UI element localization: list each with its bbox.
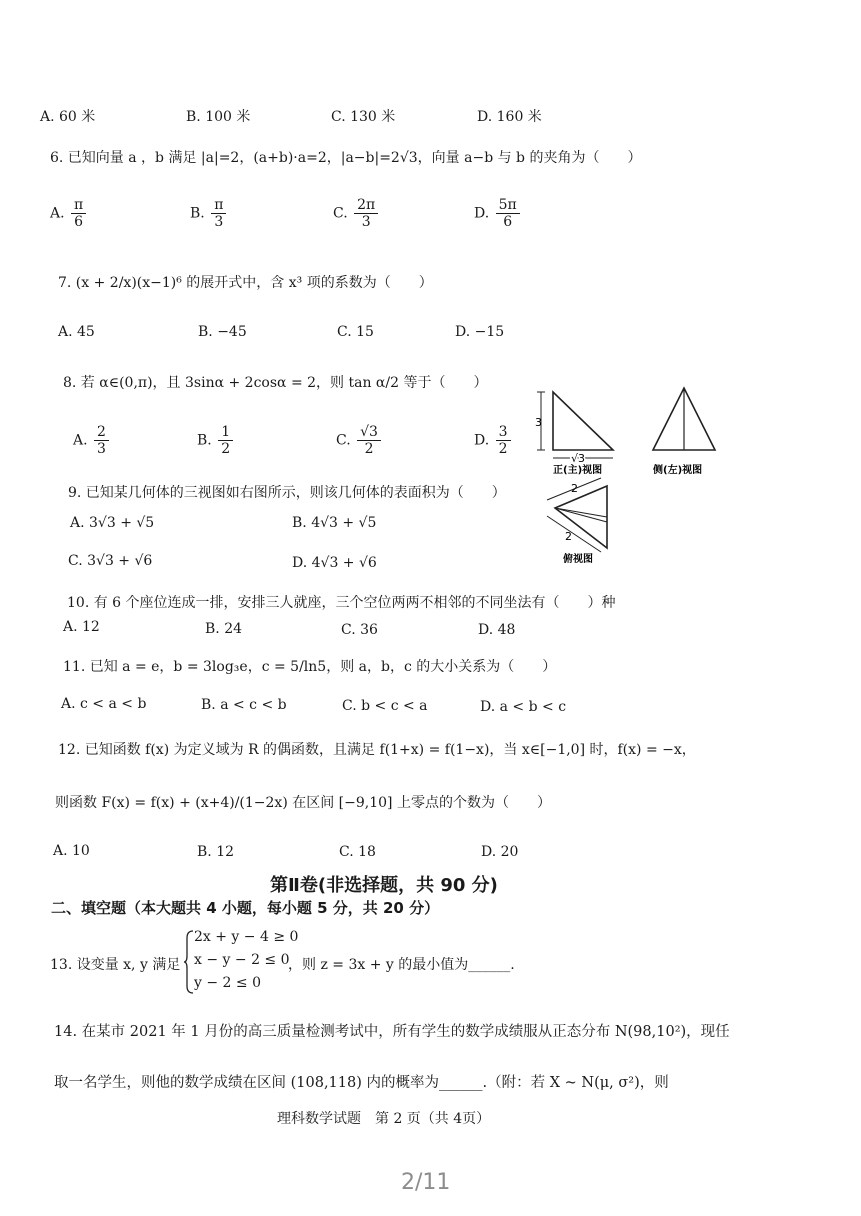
q11-option-d: D. a < b < c <box>480 699 567 715</box>
q10-option-c: C. 36 <box>341 622 378 638</box>
fraction <box>496 424 511 457</box>
option-letter: D. <box>474 205 490 222</box>
numerator: π <box>211 197 226 214</box>
q12-option-a: A. 10 <box>53 843 90 859</box>
dim-label-sqrt3: √3 <box>571 452 586 465</box>
numerator: π <box>71 197 86 214</box>
q7-option-c: C. 15 <box>337 324 374 340</box>
numerator: 3 <box>496 424 511 441</box>
top-view-dim-lower <box>547 516 601 552</box>
q6-option-c <box>333 197 380 230</box>
section2-title: 二、填空题（本大题共 4 小题，每小题 5 分，共 20 分） <box>51 899 440 917</box>
dim-label-2-upper: 2 <box>571 482 578 495</box>
option-letter: C. <box>336 432 351 449</box>
front-view-caption: 正(主)视图 <box>553 465 603 476</box>
q10-option-d: D. 48 <box>478 622 516 638</box>
q11-option-b: B. a < c < b <box>201 697 287 713</box>
q6-stem: 6. 已知向量 a ，b 满足 |a|=2，(a+b)·a=2，|a−b|=2√3，向量 a−b 与 b 的夹角为（ ） <box>50 150 642 166</box>
option-letter: C. <box>333 205 348 222</box>
fraction <box>94 424 109 457</box>
q10-option-a: A. 12 <box>63 619 100 635</box>
dim-label-3: 3 <box>535 416 542 429</box>
q11-option-a: A. c < a < b <box>61 696 147 712</box>
q9-option-b: B. 4√3 + √5 <box>292 515 377 531</box>
q10-option-b: B. 24 <box>205 621 243 637</box>
dim-label-2-lower: 2 <box>565 530 572 543</box>
q8-option-c <box>336 424 383 457</box>
option-letter: B. <box>197 432 212 449</box>
q6-option-d <box>474 197 522 230</box>
side-view-caption: 侧(左)视图 <box>653 465 703 476</box>
q11-option-c: C. b < c < a <box>342 698 428 714</box>
q5-option-d: D. 160 米 <box>477 109 542 125</box>
q14-line2: 取一名学生，则他的数学成绩在区间 (108,118) 内的概率为______.（附：若 X ~ N(μ, σ²)，则 <box>54 1075 669 1091</box>
q8-stem: 8. 若 α∈(0,π)，且 3sinα + 2cosα = 2，则 tan α/2 等于（ ） <box>63 375 488 391</box>
top-view-inner-line <box>555 508 607 517</box>
q8-option-b <box>197 424 235 457</box>
fraction <box>496 197 520 230</box>
denominator: 3 <box>97 441 106 458</box>
q7-option-a: A. 45 <box>58 324 95 340</box>
q9-stem: 9. 已知某几何体的三视图如右图所示，则该几何体的表面积为（ ） <box>68 485 506 501</box>
option-letter: A. <box>50 205 65 222</box>
q13-brace <box>184 930 194 994</box>
denominator: 2 <box>364 441 374 458</box>
q11-stem: 11. 已知 a = e，b = 3log₃e，c = 5/ln5，则 a，b，c 的大小关系为（ ） <box>63 659 557 675</box>
q7-stem: 7. (x + 2/x)(x−1)⁶ 的展开式中，含 x³ 项的系数为（ ） <box>58 275 433 291</box>
q9-option-a: A. 3√3 + √5 <box>70 515 155 531</box>
q12-stem-line2: 则函数 F(x) = f(x) + (x+4)/(1−2x) 在区间 [−9,10] 上零点的个数为（ ） <box>55 795 551 811</box>
q12-stem-line1: 12. 已知函数 f(x) 为定义域为 R 的偶函数，且满足 f(1+x) = f(1−x)，当 x∈[−1,0] 时，f(x) = −x， <box>58 742 696 758</box>
option-letter: D. <box>474 432 490 449</box>
fraction <box>71 197 86 230</box>
q8-option-d <box>474 424 513 457</box>
page-counter: 2/11 <box>401 1170 451 1195</box>
numerator: 2π <box>354 197 378 214</box>
q13-constraint-1: 2x + y − 4 ≥ 0 <box>194 929 299 945</box>
denominator: 2 <box>498 441 508 458</box>
q13-constraint-3: y − 2 ≤ 0 <box>194 975 261 991</box>
fraction <box>357 424 381 457</box>
q9-option-d: D. 4√3 + √6 <box>292 555 377 571</box>
front-view-shape <box>553 392 613 450</box>
q14-line1: 14. 在某市 2021 年 1 月份的高三质量检测考试中，所有学生的数学成绩服从正态分布 N(98,10²)，现任 <box>54 1024 730 1040</box>
option-letter: A. <box>73 432 88 449</box>
part2-title: 第Ⅱ卷(非选择题，共 90 分) <box>270 875 498 896</box>
q5-option-a: A. 60 米 <box>40 109 96 125</box>
q10-stem: 10. 有 6 个座位连成一排，安排三人就座，三个空位两两不相邻的不同坐法有（ ）种 <box>67 595 616 611</box>
q7-option-d: D. −15 <box>455 324 505 340</box>
q12-option-c: C. 18 <box>339 844 376 860</box>
denominator: 3 <box>361 214 371 231</box>
top-view-caption: 俯视图 <box>563 554 593 565</box>
denominator: 6 <box>74 214 84 231</box>
q5-option-b: B. 100 米 <box>186 109 251 125</box>
q5-option-c: C. 130 米 <box>331 109 396 125</box>
q12-option-b: B. 12 <box>197 844 235 860</box>
denominator: 6 <box>503 214 513 231</box>
q13-suffix: ，则 z = 3x + y 的最小值为______. <box>288 957 515 973</box>
denominator: 2 <box>221 441 231 458</box>
numerator: 1 <box>218 424 233 441</box>
fraction <box>211 197 226 230</box>
option-letter: B. <box>190 205 205 222</box>
q6-option-b <box>190 197 228 230</box>
q7-option-b: B. −45 <box>198 324 247 340</box>
numerator: 2 <box>94 424 109 441</box>
numerator: √3 <box>357 424 381 441</box>
three-view-figure <box>525 380 725 570</box>
q6-option-a <box>50 197 88 230</box>
q13-constraint-2: x − y − 2 ≤ 0 <box>194 952 290 968</box>
fraction <box>218 424 233 457</box>
denominator: 3 <box>214 214 224 231</box>
numerator: 5π <box>496 197 520 214</box>
q12-option-d: D. 20 <box>481 844 519 860</box>
q13-prefix: 13. 设变量 x, y 满足 <box>50 957 181 973</box>
fraction <box>354 197 378 230</box>
q8-option-a <box>73 424 111 457</box>
page-footer: 理科数学试题 第 2 页（共 4页） <box>277 1111 491 1127</box>
q9-option-c: C. 3√3 + √6 <box>68 553 153 569</box>
